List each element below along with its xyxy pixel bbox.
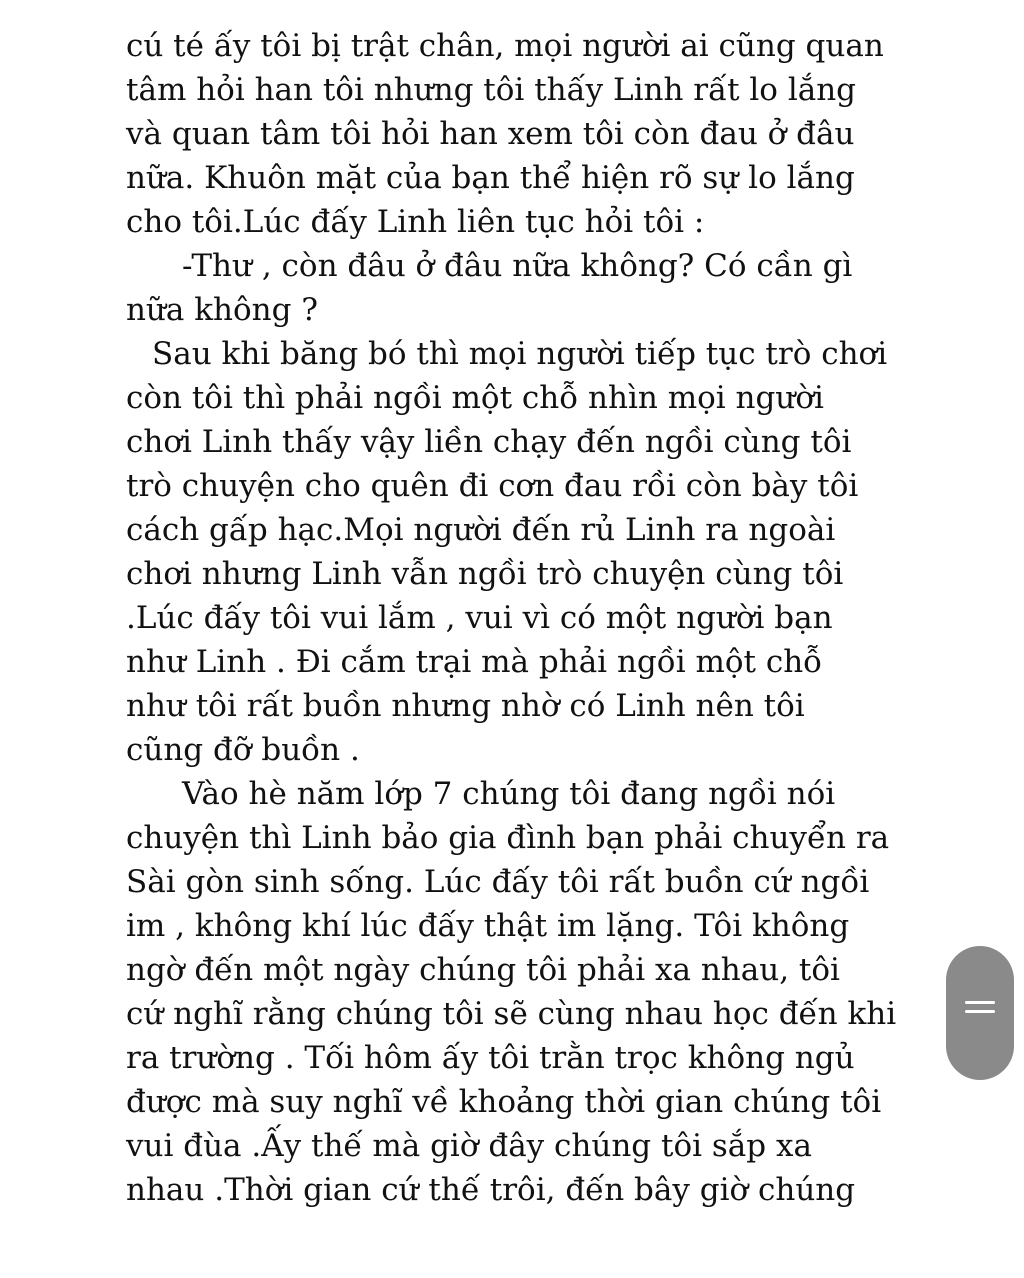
text-line: im , không khí lúc đấy thật im lặng. Tôi không — [126, 908, 850, 944]
text-line: còn tôi thì phải ngồi một chỗ nhìn mọi người — [126, 380, 824, 416]
text-line: cú té ấy tôi bị trật chân, mọi người ai cũng quan — [126, 28, 884, 64]
text-line: Sài gòn sinh sống. Lúc đấy tôi rất buồn cứ ngồi — [126, 864, 870, 900]
text-line: trò chuyện cho quên đi cơn đau rồi còn bày tôi — [126, 468, 859, 504]
text-line: nhau .Thời gian cứ thế trôi, đến bây giờ chúng — [126, 1172, 856, 1208]
scroll-handle[interactable] — [946, 946, 1014, 1080]
text-line: cho tôi.Lúc đấy Linh liên tục hỏi tôi : — [126, 204, 705, 240]
text-line: ra trường . Tối hôm ấy tôi trằn trọc không ngủ — [126, 1040, 855, 1076]
text-line: .Lúc đấy tôi vui lắm , vui vì có một người bạn — [126, 600, 833, 636]
drag-handle-icon — [965, 1001, 995, 1004]
drag-handle-icon — [965, 1010, 995, 1013]
text-line: như Linh . Đi cắm trại mà phải ngồi một chỗ — [126, 644, 823, 680]
text-line: và quan tâm tôi hỏi han xem tôi còn đau ở đâu — [126, 116, 855, 152]
text-line: nữa không ? — [126, 292, 318, 328]
text-line: chuyện thì Linh bảo gia đình bạn phải chuyển ra — [126, 820, 890, 856]
text-line: như tôi rất buồn nhưng nhờ có Linh nên tôi — [126, 688, 805, 724]
text-line: được mà suy nghĩ về khoảng thời gian chúng tôi — [126, 1084, 882, 1120]
text-line: nữa. Khuôn mặt của bạn thể hiện rõ sự lo lắng — [126, 160, 855, 196]
text-line: ngờ đến một ngày chúng tôi phải xa nhau, tôi — [126, 952, 840, 988]
text-line: cứ nghĩ rằng chúng tôi sẽ cùng nhau học đến khi — [126, 996, 897, 1032]
text-line: tâm hỏi han tôi nhưng tôi thấy Linh rất lo lắng — [126, 72, 857, 108]
text-line: chơi nhưng Linh vẫn ngồi trò chuyện cùng tôi — [126, 556, 844, 592]
text-line: -Thư , còn đâu ở đâu nữa không? Có cần gì — [182, 248, 853, 284]
document-text — [126, 24, 916, 1212]
text-line: Vào hè năm lớp 7 chúng tôi đang ngồi nói — [182, 776, 836, 812]
text-line: cũng đỡ buồn . — [126, 732, 360, 768]
text-line: vui đùa .Ấy thế mà giờ đây chúng tôi sắp xa — [126, 1128, 812, 1164]
text-line: Sau khi băng bó thì mọi người tiếp tục trò chơi — [152, 336, 888, 372]
text-line: chơi Linh thấy vậy liền chạy đến ngồi cùng tôi — [126, 424, 852, 460]
text-line: cách gấp hạc.Mọi người đến rủ Linh ra ngoài — [126, 512, 836, 548]
